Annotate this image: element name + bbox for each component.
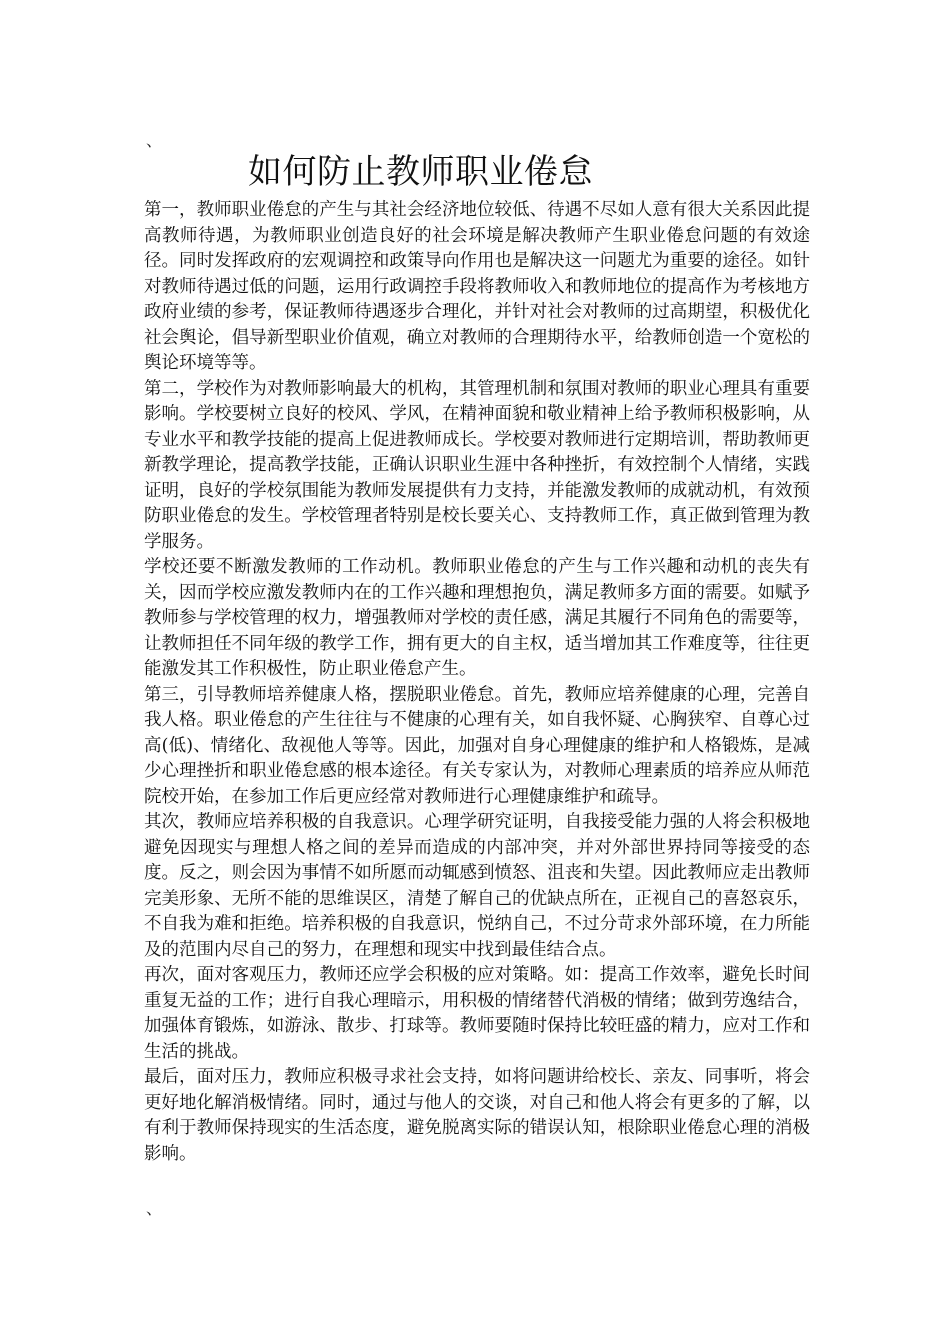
page-title: 如何防止教师职业倦怠 bbox=[248, 152, 593, 192]
paragraph-2: 第二，学校作为对教师影响最大的机构，其管理机制和氛围对教师的职业心理具有重要影响。学校要树立良好的校风、学风，在精神面貌和敬业精神上给予教师积极影响，从专业水平和教学技能的提高上促进教师成长。学校要对教师进行定期培训，帮助教师更新教学理论，提高教学技能，正确认识职业生涯中各种挫折，有效控制个人情绪，实践证明，良好的学校氛围能为教师发展提供有力支持，并能激发教师的成就动机，有效预防职业倦怠的发生。学校管理者特别是校长要关心、支持教师工作，真正做到管理为教学服务。 bbox=[144, 378, 810, 552]
footer-mark: 、 bbox=[146, 1199, 163, 1218]
paragraph-1: 第一，教师职业倦怠的产生与其社会经济地位较低、待遇不尽如人意有很大关系因此提高教师待遇，为教师职业创造良好的社会环境是解决教师产生职业倦怠问题的有效途径。同时发挥政府的宏观调控和政策导向作用也是解决这一问题尤为重要的途径。如针对教师待遇过低的问题，运用行政调控手段将教师收入和教师地位的提高作为考核地方政府业绩的参考，保证教师待遇逐步合理化，并针对社会对教师的过高期望，积极优化社会舆论，倡导新型职业价值观，确立对教师的合理期待水平，给教师创造一个宽松的舆论环境等等。 bbox=[144, 200, 810, 373]
paragraph-5: 其次，教师应培养积极的自我意识。心理学研究证明，自我接受能力强的人将会积极地避免因现实与理想人格之间的差异而造成的内部冲突，并对外部世界持同等接受的态度。反之，则会因为事情不如所愿而动辄感到愤怒、沮丧和失望。因此教师应走出教师完美形象、无所不能的思维误区，清楚了解自己的优缺点所在，正视自己的喜怒哀乐，不自我为难和拒绝。培养积极的自我意识，悦纳自己，不过分苛求外部环境，在力所能及的范围内尽自己的努力，在理想和现实中找到最佳结合点。 bbox=[144, 812, 810, 960]
document-body bbox=[144, 198, 810, 1167]
paragraph-4: 第三，引导教师培养健康人格，摆脱职业倦怠。首先，教师应培养健康的心理，完善自我人格。职业倦怠的产生往往与不健康的心理有关，如自我怀疑、心胸狭窄、自尊心过高(低)、情绪化、敌视他人等等。因此，加强对自身心理健康的维护和人格锻炼，是减少心理挫折和职业倦怠感的根本途径。有关专家认为，对教师心理素质的培养应从师范院校开始，在参加工作后更应经常对教师进行心理健康维护和疏导。 bbox=[144, 684, 810, 807]
header-mark: 、 bbox=[146, 131, 163, 150]
paragraph-6: 再次，面对客观压力，教师还应学会积极的应对策略。如：提高工作效率，避免长时间重复无益的工作；进行自我心理暗示，用积极的情绪替代消极的情绪；做到劳逸结合，加强体育锻炼，如游泳、散步、打球等。教师要随时保持比较旺盛的精力，应对工作和生活的挑战。 bbox=[144, 965, 810, 1062]
paragraph-3: 学校还要不断激发教师的工作动机。教师职业倦怠的产生与工作兴趣和动机的丧失有关，因而学校应激发教师内在的工作兴趣和理想抱负，满足教师多方面的需要。如赋予教师参与学校管理的权力，增强教师对学校的责任感，满足其履行不同角色的需要等，让教师担任不同年级的教学工作，拥有更大的自主权，适当增加其工作难度等，往往更能激发其工作积极性，防止职业倦怠产生。 bbox=[144, 557, 810, 679]
paragraph-7: 最后，面对压力，教师应积极寻求社会支持，如将问题讲给校长、亲友、同事听，将会更好地化解消极情绪。同时，通过与他人的交谈，对自己和他人将会有更多的了解，以有利于教师保持现实的生活态度，避免脱离实际的错误认知，根除职业倦怠心理的消极影响。 bbox=[144, 1067, 810, 1164]
